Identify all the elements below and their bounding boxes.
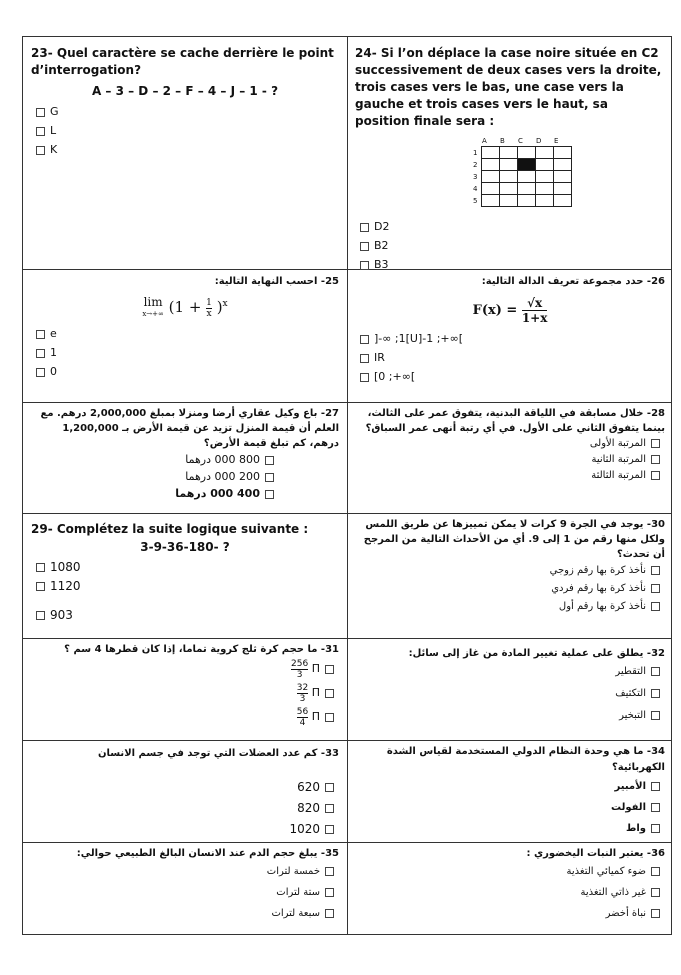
checkbox[interactable] bbox=[651, 782, 660, 791]
option-watt[interactable]: واط bbox=[355, 818, 665, 839]
checkbox[interactable] bbox=[651, 824, 660, 833]
option-400000[interactable]: 400 000 درهما bbox=[31, 485, 279, 502]
option-k[interactable]: K bbox=[31, 140, 339, 159]
option-56-4-pi[interactable]: Π $\frac{56}{4}$ bbox=[31, 705, 339, 729]
question-number: 24- bbox=[355, 46, 377, 60]
checkbox[interactable] bbox=[265, 490, 274, 499]
option-l[interactable]: L bbox=[31, 121, 339, 140]
question-34 bbox=[347, 740, 673, 842]
checkbox[interactable] bbox=[360, 223, 369, 232]
question-number: 30- bbox=[646, 519, 665, 530]
checkbox[interactable] bbox=[360, 242, 369, 251]
checkbox[interactable] bbox=[36, 108, 45, 117]
checkbox[interactable] bbox=[325, 888, 334, 897]
question-33 bbox=[23, 740, 347, 842]
question-text: Quel caractère se cache derrière le point d’interrogation? bbox=[31, 46, 334, 77]
question-32 bbox=[347, 638, 673, 740]
checkbox[interactable] bbox=[325, 804, 334, 813]
option-620[interactable]: 620 bbox=[31, 777, 339, 798]
question-text: خلال مسابقة في اللياقة البدنية، يتفوق عمر على الثالث، بينما يتفوق الثاني على الأول. في أي رتبة أنهى عمر السباق؟ bbox=[365, 408, 665, 434]
checkbox[interactable] bbox=[325, 689, 334, 698]
option-union[interactable]: ]-∞ ;1[U]-1 ;+∞[ bbox=[355, 329, 665, 348]
option-distillation[interactable]: التقطير bbox=[355, 661, 665, 683]
checkbox[interactable] bbox=[651, 711, 660, 720]
option-200000[interactable]: 200 000 درهما bbox=[31, 468, 279, 485]
checkbox[interactable] bbox=[325, 825, 334, 834]
question-23 bbox=[23, 37, 347, 269]
checkbox[interactable] bbox=[651, 689, 660, 698]
exam-sheet bbox=[22, 36, 672, 935]
question-number: 25- bbox=[320, 276, 339, 287]
question-text: Si l’on déplace la case noire située en C2 successivement de deux cases vers la droite, trois cases vers le bas, une case vers la gauche et trois cases vers le haut, sa position finale sera : bbox=[355, 46, 662, 128]
option-820[interactable]: 820 bbox=[31, 798, 339, 819]
checkbox[interactable] bbox=[325, 909, 334, 918]
option-800000[interactable]: 800 000 درهما bbox=[31, 451, 279, 468]
limit-expression: lim x→+∞ (1 + $\frac{1}{x}$ )$^x$ bbox=[142, 295, 228, 319]
option-first[interactable]: المرتبة الأولى bbox=[355, 436, 665, 452]
checkbox[interactable] bbox=[651, 455, 660, 464]
checkbox[interactable] bbox=[325, 783, 334, 792]
checkbox[interactable] bbox=[325, 713, 334, 722]
checkbox[interactable] bbox=[36, 582, 45, 591]
question-text: كم عدد العضلات التي توجد في جسم الانسان bbox=[97, 748, 318, 759]
option-903[interactable]: 903 bbox=[31, 606, 339, 625]
checkbox[interactable] bbox=[360, 373, 369, 382]
option-green-plant[interactable]: نباة أخضر bbox=[355, 903, 665, 924]
checkbox[interactable] bbox=[36, 368, 45, 377]
question-text: يبلغ حجم الدم عند الانسان البالغ الطبيعي حوالي: bbox=[76, 848, 318, 859]
question-number: 29- bbox=[31, 522, 53, 536]
option-ir[interactable]: IR bbox=[355, 348, 665, 367]
question-30 bbox=[347, 513, 673, 638]
question-28 bbox=[347, 402, 673, 513]
checkbox[interactable] bbox=[651, 471, 660, 480]
function-expression: F(x) = $\frac{√x}{1+x}$ bbox=[472, 296, 548, 325]
grid-col-label: E bbox=[554, 137, 559, 145]
option-evaporation[interactable]: التبخير bbox=[355, 705, 665, 727]
option-32-3-pi[interactable]: Π $\frac{32}{3}$ bbox=[31, 681, 339, 705]
grid-row-label: 3 bbox=[473, 172, 478, 181]
grid-row-label: 2 bbox=[473, 160, 478, 169]
grid-col-label: D bbox=[536, 137, 542, 145]
option-1[interactable]: 1 bbox=[31, 343, 339, 362]
option-even[interactable]: نأخذ كرة بها رقم زوجي bbox=[355, 562, 665, 580]
checkbox[interactable] bbox=[36, 563, 45, 572]
question-text: حدد مجموعة تعريف الدالة التالية: bbox=[481, 276, 644, 287]
option-odd[interactable]: نأخذ كرة بها رقم فردي bbox=[355, 580, 665, 598]
black-square bbox=[517, 159, 535, 171]
number-sequence: 3-9-36-180- ? bbox=[140, 540, 230, 554]
checkbox[interactable] bbox=[651, 584, 660, 593]
question-36 bbox=[347, 842, 673, 936]
option-b2[interactable]: B2 bbox=[355, 236, 665, 255]
question-27 bbox=[23, 402, 347, 513]
option-ampere[interactable]: الأمبير bbox=[355, 776, 665, 797]
question-number: 32- bbox=[646, 648, 665, 659]
option-1080[interactable]: 1080 bbox=[31, 558, 339, 577]
checkbox[interactable] bbox=[36, 330, 45, 339]
question-number: 33- bbox=[320, 748, 339, 759]
option-volt[interactable]: الفولت bbox=[355, 797, 665, 818]
option-e[interactable]: e bbox=[31, 324, 339, 343]
grid-col-label: B bbox=[500, 137, 505, 145]
option-1020[interactable]: 1020 bbox=[31, 819, 339, 840]
question-text: يطلق على عملية تغيير المادة من غاز إلى سائل: bbox=[408, 648, 644, 659]
checkbox[interactable] bbox=[36, 146, 45, 155]
question-text: يوجد في الجرة 9 كرات لا يمكن تمييزها عن طريق اللمس ولكل منها رقم من 1 إلى 9. أي من الأحداث التالية من المرجح أن تحدث؟ bbox=[363, 519, 665, 560]
checkbox[interactable] bbox=[651, 888, 660, 897]
option-third[interactable]: المرتبة الثالثة bbox=[355, 468, 665, 484]
question-text: احسب النهاية التالية: bbox=[214, 276, 318, 287]
option-six-liters[interactable]: ستة لترات bbox=[31, 882, 339, 903]
question-25 bbox=[23, 269, 347, 402]
question-number: 28- bbox=[646, 408, 665, 419]
option-condensation[interactable]: التكثيف bbox=[355, 683, 665, 705]
option-seven-liters[interactable]: سبعة لترات bbox=[31, 903, 339, 924]
checkbox[interactable] bbox=[36, 349, 45, 358]
checkbox[interactable] bbox=[325, 867, 334, 876]
option-heterotrophic[interactable]: غير ذاتي التغذية bbox=[355, 882, 665, 903]
option-0[interactable]: 0 bbox=[31, 362, 339, 381]
checkbox[interactable] bbox=[651, 667, 660, 676]
question-text: ما حجم كرة ثلج كروية تماما، إذا كان قطرها 4 سم ؟ bbox=[64, 644, 318, 655]
checkbox[interactable] bbox=[651, 566, 660, 575]
checkbox[interactable] bbox=[651, 803, 660, 812]
checkbox[interactable] bbox=[360, 354, 369, 363]
question-number: 35- bbox=[320, 848, 339, 859]
position-grid bbox=[463, 136, 665, 207]
option-zero-infinity[interactable]: [0 ;+∞[ bbox=[355, 367, 665, 386]
option-1120[interactable]: 1120 bbox=[31, 577, 339, 596]
checkbox[interactable] bbox=[651, 867, 660, 876]
option-five-liters[interactable]: خمسة لترات bbox=[31, 861, 339, 882]
question-31 bbox=[23, 638, 347, 740]
option-g[interactable]: G bbox=[31, 102, 339, 121]
question-26 bbox=[347, 269, 673, 402]
grid-col-label: C bbox=[518, 137, 523, 145]
option-256-3-pi[interactable]: Π $\frac{256}{3}$ bbox=[31, 657, 339, 681]
question-text: باع وكيل عقاري أرضا ومنزلا بمبلغ 2,000,000 درهم. مع العلم أن قيمة المنزل تزيد عن قيمة الأرض بـ 1,200,000 درهم، كم تبلغ قيمة الأرض؟ bbox=[40, 408, 339, 449]
grid-col-label: A bbox=[482, 137, 487, 145]
option-second[interactable]: المرتبة الثانية bbox=[355, 452, 665, 468]
question-number: 36- bbox=[646, 848, 665, 859]
option-chemical-nutrition[interactable]: ضوء كميائي التغذية bbox=[355, 861, 665, 882]
checkbox[interactable] bbox=[36, 611, 45, 620]
checkbox[interactable] bbox=[36, 127, 45, 136]
checkbox[interactable] bbox=[360, 335, 369, 344]
question-29 bbox=[23, 513, 347, 638]
checkbox[interactable] bbox=[265, 473, 274, 482]
checkbox[interactable] bbox=[651, 909, 660, 918]
checkbox[interactable] bbox=[651, 439, 660, 448]
question-number: 23- bbox=[31, 46, 53, 60]
question-text: يعتبر النبات اليخضوري : bbox=[526, 848, 644, 859]
question-number: 26- bbox=[646, 276, 665, 287]
question-text: Complétez la suite logique suivante : bbox=[56, 522, 309, 536]
question-number: 31- bbox=[320, 644, 339, 655]
option-d2[interactable]: D2 bbox=[355, 217, 665, 236]
grid-row-label: 1 bbox=[473, 148, 478, 157]
grid-row-label: 5 bbox=[473, 196, 478, 205]
checkbox[interactable] bbox=[651, 602, 660, 611]
question-24 bbox=[347, 37, 673, 269]
question-number: 34- bbox=[646, 746, 665, 757]
letter-number-sequence: A – 3 – D – 2 – F – 4 – J – 1 - ? bbox=[91, 84, 279, 98]
option-prime[interactable]: نأخذ كرة بها رقم أول bbox=[355, 598, 665, 616]
option-b3[interactable]: B3 bbox=[355, 255, 665, 274]
question-number: 27- bbox=[320, 408, 339, 419]
question-text: ما هي وحدة النظام الدولي المستخدمة لقياس الشدة الكهربائية؟ bbox=[386, 746, 665, 773]
checkbox[interactable] bbox=[265, 456, 274, 465]
grid-row-label: 4 bbox=[473, 184, 478, 193]
question-35 bbox=[23, 842, 347, 936]
checkbox[interactable] bbox=[325, 665, 334, 674]
